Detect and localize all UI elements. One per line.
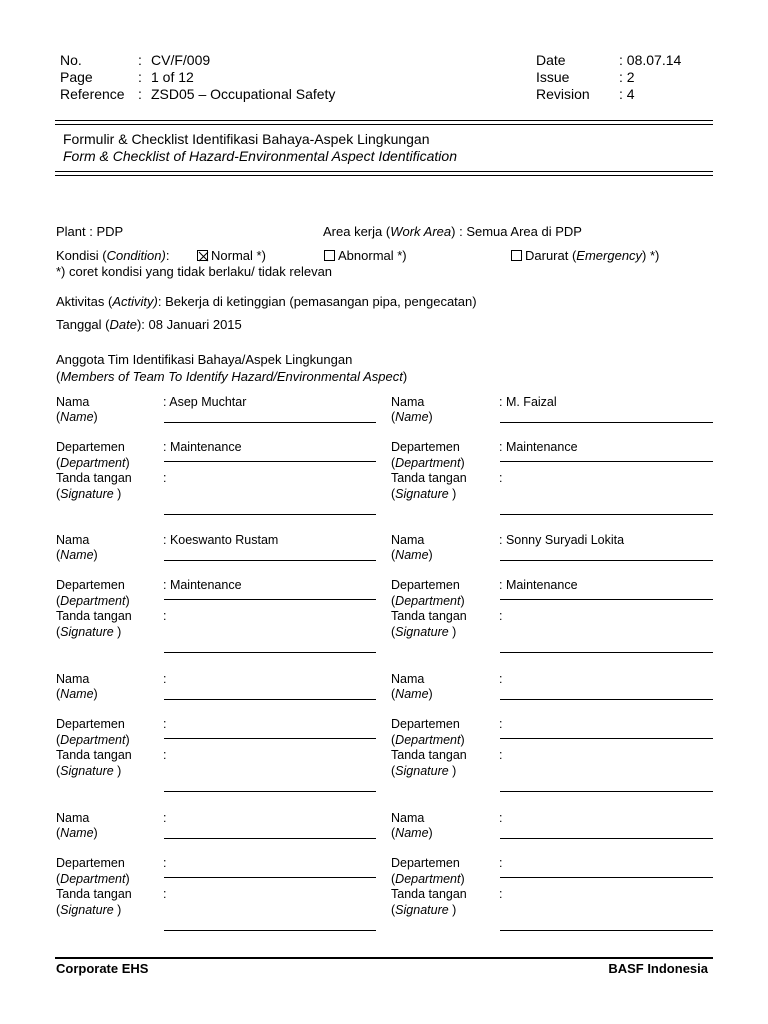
checkbox-icon[interactable] (511, 250, 522, 261)
departemen-label: Departemen (56, 856, 125, 870)
department-label-en-text: Department (60, 594, 126, 608)
department-label-en: (Department) (56, 594, 130, 608)
aktivitas-label-end: : (157, 294, 162, 309)
nama-label: Nama (56, 395, 90, 409)
member-department[interactable]: : Maintenance (499, 578, 578, 592)
tanda-tangan-label: Tanda tangan (56, 609, 132, 623)
member-name[interactable]: : (163, 672, 167, 686)
member-signature[interactable]: : (499, 471, 503, 485)
tanda-tangan-label: Tanda tangan (391, 887, 467, 901)
checkbox-icon[interactable] (324, 250, 335, 261)
team-heading: Anggota Tim Identifikasi Bahaya/Aspek Lingkungan (56, 352, 353, 367)
member-signature[interactable]: : (499, 748, 503, 762)
departemen-label: Departemen (391, 856, 460, 870)
member-signature[interactable]: : (163, 887, 167, 901)
signature-label-en: (Signature ) (56, 903, 122, 917)
department-label-en: (Department) (56, 456, 130, 470)
department-underline (500, 599, 713, 600)
aktivitas-field (56, 294, 477, 310)
header-page-label: Page (60, 69, 93, 85)
signature-label-en: (Signature ) (391, 487, 457, 501)
name-label-en-text: Name (60, 548, 94, 562)
member-department[interactable]: : (499, 856, 503, 870)
signature-label-en-text: Signature (60, 487, 114, 501)
kondisi-option-label: Normal *) (211, 248, 266, 263)
name-underline (500, 838, 713, 839)
header-date-label: Date (536, 52, 566, 68)
member-signature[interactable]: : (499, 887, 503, 901)
name-underline (164, 699, 376, 700)
signature-label-en: (Signature ) (56, 487, 122, 501)
departemen-label: Departemen (391, 578, 460, 592)
name-label-en: (Name) (56, 687, 98, 701)
plant-value: PDP (96, 224, 124, 239)
tanggal-value: 08 Januari 2015 (148, 317, 242, 332)
divider (55, 120, 713, 121)
member-department[interactable]: : (163, 856, 167, 870)
department-label-en: (Department) (391, 733, 465, 747)
signature-underline (164, 652, 376, 653)
signature-label-en: (Signature ) (391, 625, 457, 639)
department-label-en-text: Department (60, 733, 126, 747)
signature-label-en-text: Signature (60, 903, 114, 917)
name-label-en: (Name) (56, 548, 98, 562)
department-underline (500, 738, 713, 739)
header-page-value: 1 of 12 (151, 69, 194, 85)
member-signature[interactable]: : (499, 609, 503, 623)
member-name[interactable]: : (499, 811, 503, 825)
department-label-en: (Department) (391, 456, 465, 470)
footer-divider (55, 957, 713, 959)
divider (55, 171, 713, 172)
tanda-tangan-label: Tanda tangan (56, 887, 132, 901)
kondisi-option-label: Abnormal *) (338, 248, 407, 263)
form-title: Formulir & Checklist Identifikasi Bahaya-Aspek Lingkungan (63, 131, 430, 147)
nama-label: Nama (391, 395, 425, 409)
department-underline (164, 599, 376, 600)
area-field (323, 224, 582, 240)
name-label-en: (Name) (56, 410, 98, 424)
signature-label-en-text: Signature (395, 764, 449, 778)
signature-underline (500, 791, 713, 792)
member-name[interactable]: : M. Faizal (499, 395, 557, 409)
divider (55, 124, 713, 125)
name-label-en: (Name) (391, 548, 433, 562)
department-label-en: (Department) (391, 594, 465, 608)
name-underline (500, 699, 713, 700)
signature-label-en-text: Signature (60, 764, 114, 778)
plant-label: Plant : (56, 224, 93, 239)
kondisi-option-darurat[interactable] (511, 248, 659, 264)
signature-label-en: (Signature ) (56, 764, 122, 778)
signature-label-en-text: Signature (395, 625, 449, 639)
nama-label: Nama (56, 533, 90, 547)
tanggal-label-end: ): (136, 317, 145, 332)
header-colon: : (138, 86, 142, 102)
tanggal-label: Tanggal ( (56, 317, 110, 332)
signature-underline (164, 930, 376, 931)
aktivitas-label: Aktivitas ( (56, 294, 113, 309)
area-label: Area kerja ( (323, 224, 391, 239)
member-signature[interactable]: : (163, 471, 167, 485)
nama-label: Nama (391, 672, 425, 686)
signature-underline (500, 652, 713, 653)
kondisi-label-end: : (165, 248, 170, 263)
member-department[interactable]: : (163, 717, 167, 731)
team-heading-en-text: Members of Team To Identify Hazard/Environmental Aspect (60, 369, 403, 384)
departemen-label: Departemen (56, 440, 125, 454)
kondisi-option-label-en: Emergency (576, 248, 643, 263)
header-revision-label: Revision (536, 86, 590, 102)
department-underline (164, 738, 376, 739)
footer-right: BASF Indonesia (608, 961, 708, 976)
member-name[interactable]: : (499, 672, 503, 686)
kondisi-option-normal[interactable] (197, 248, 266, 264)
name-underline (500, 422, 713, 423)
department-label-en-text: Department (60, 872, 126, 886)
department-label-en-text: Department (395, 872, 461, 886)
tanda-tangan-label: Tanda tangan (391, 471, 467, 485)
nama-label: Nama (56, 811, 90, 825)
member-department[interactable]: : (499, 717, 503, 731)
tanggal-field (56, 317, 242, 333)
header-colon: : (138, 69, 142, 85)
departemen-label: Departemen (56, 717, 125, 731)
department-label-en: (Department) (56, 733, 130, 747)
tanda-tangan-label: Tanda tangan (391, 609, 467, 623)
aktivitas-value: Bekerja di ketinggian (pemasangan pipa, pengecatan) (165, 294, 477, 309)
departemen-label: Departemen (391, 717, 460, 731)
plant-field (56, 224, 123, 240)
member-name[interactable]: : Koeswanto Rustam (163, 533, 279, 547)
kondisi-label (56, 248, 169, 264)
signature-label-en-text: Signature (395, 903, 449, 917)
area-value: Semua Area di PDP (466, 224, 582, 239)
kondisi-option-label-end: ) *) (642, 248, 660, 263)
team-heading-en: (Members of Team To Identify Hazard/Environmental Aspect) (56, 369, 408, 384)
name-label-en: (Name) (56, 826, 98, 840)
name-label-en-text: Name (60, 826, 94, 840)
header-date-value: : 08.07.14 (619, 52, 682, 68)
member-name[interactable]: : (163, 811, 167, 825)
name-underline (164, 560, 376, 561)
department-underline (164, 461, 376, 462)
member-signature[interactable]: : (163, 748, 167, 762)
signature-label-en-text: Signature (60, 625, 114, 639)
header-issue-value: : 2 (619, 69, 635, 85)
signature-underline (164, 791, 376, 792)
signature-underline (164, 514, 376, 515)
name-underline (500, 560, 713, 561)
nama-label: Nama (391, 533, 425, 547)
header-reference-label: Reference (60, 86, 125, 102)
departemen-label: Departemen (56, 578, 125, 592)
form-subtitle: Form & Checklist of Hazard-Environmental Aspect Identification (63, 148, 457, 164)
department-underline (164, 877, 376, 878)
name-label-en: (Name) (391, 687, 433, 701)
department-underline (500, 461, 713, 462)
name-label-en-text: Name (395, 548, 429, 562)
name-underline (164, 838, 376, 839)
signature-underline (500, 930, 713, 931)
signature-underline (500, 514, 713, 515)
nama-label: Nama (56, 672, 90, 686)
tanda-tangan-label: Tanda tangan (56, 748, 132, 762)
checked-checkbox-icon[interactable] (197, 250, 208, 261)
member-name[interactable]: : Asep Muchtar (163, 395, 247, 409)
kondisi-label-text: Kondisi ( (56, 248, 107, 263)
department-label-en-text: Department (395, 456, 461, 470)
header-no-value: CV/F/009 (151, 52, 211, 68)
member-name[interactable]: : Sonny Suryadi Lokita (499, 533, 625, 547)
signature-label-en: (Signature ) (391, 764, 457, 778)
divider (55, 175, 713, 176)
name-underline (164, 422, 376, 423)
department-label-en: (Department) (391, 872, 465, 886)
member-department[interactable]: : Maintenance (163, 578, 242, 592)
department-underline (500, 877, 713, 878)
name-label-en: (Name) (391, 410, 433, 424)
tanggal-label-en: Date (109, 317, 137, 332)
name-label-en: (Name) (391, 826, 433, 840)
member-department[interactable]: : Maintenance (499, 440, 578, 454)
area-label-end: ) : (451, 224, 463, 239)
department-label-en-text: Department (60, 456, 126, 470)
kondisi-label-en: Condition) (106, 248, 166, 263)
kondisi-option-abnormal[interactable] (324, 248, 407, 264)
name-label-en-text: Name (395, 687, 429, 701)
department-label-en-text: Department (395, 594, 461, 608)
header-issue-label: Issue (536, 69, 570, 85)
name-label-en-text: Name (60, 410, 94, 424)
header-colon: : (138, 52, 142, 68)
signature-label-en-text: Signature (395, 487, 449, 501)
tanda-tangan-label: Tanda tangan (391, 748, 467, 762)
header-no-label: No. (60, 52, 82, 68)
kondisi-option-label: Darurat ( (525, 248, 577, 263)
nama-label: Nama (391, 811, 425, 825)
header-reference-value: ZSD05 – Occupational Safety (151, 86, 336, 102)
name-label-en-text: Name (60, 687, 94, 701)
department-label-en: (Department) (56, 872, 130, 886)
tanda-tangan-label: Tanda tangan (56, 471, 132, 485)
departemen-label: Departemen (391, 440, 460, 454)
kondisi-note: *) coret kondisi yang tidak berlaku/ tidak relevan (56, 264, 333, 279)
signature-label-en: (Signature ) (56, 625, 122, 639)
footer-left: Corporate EHS (56, 961, 149, 976)
name-label-en-text: Name (395, 826, 429, 840)
member-signature[interactable]: : (163, 609, 167, 623)
area-label-en: Work Area (390, 224, 452, 239)
aktivitas-label-en: Activity) (112, 294, 158, 309)
department-label-en-text: Department (395, 733, 461, 747)
header-revision-value: : 4 (619, 86, 635, 102)
member-department[interactable]: : Maintenance (163, 440, 242, 454)
name-label-en-text: Name (395, 410, 429, 424)
signature-label-en: (Signature ) (391, 903, 457, 917)
